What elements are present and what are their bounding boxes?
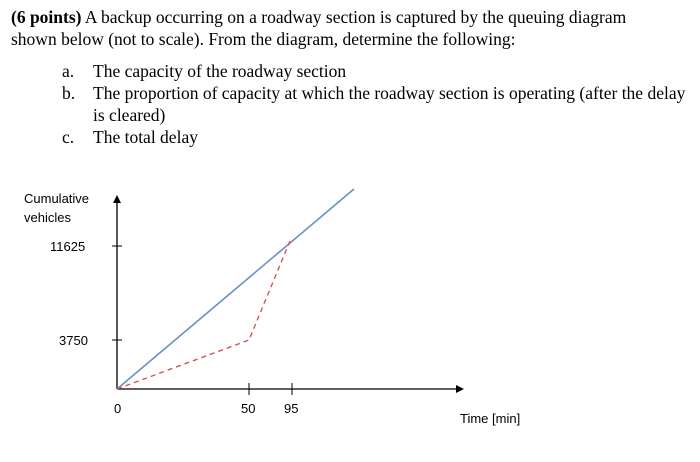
points-label: (6 points) — [11, 7, 82, 27]
part-c-text: The total delay — [93, 127, 198, 147]
part-b-text: The proportion of capacity at which the roadway section is operating (after the delay is cleared) — [93, 83, 686, 125]
x-tick-label-95: 95 — [284, 401, 299, 416]
part-b-letter: b. — [62, 83, 76, 103]
y-tick-label-3750: 3750 — [59, 333, 88, 348]
queuing-diagram — [0, 170, 700, 462]
queuing-diagram-svg — [0, 170, 700, 462]
arrival-curve — [117, 189, 354, 389]
intro-text-1: A backup occurring on a roadway section is captured by the queuing diagram — [81, 7, 627, 27]
x-tick-label-50: 50 — [241, 401, 256, 416]
question-intro — [11, 6, 691, 50]
part-a — [62, 60, 692, 82]
part-c-letter: c. — [62, 127, 75, 147]
question-parts — [62, 60, 692, 148]
x-tick-label-0: 0 — [114, 401, 122, 416]
y-tick-label-11625: 11625 — [50, 239, 86, 254]
x-axis-label: Time [min] — [460, 411, 521, 426]
y-axis-label-line1: Cumulative — [24, 191, 90, 206]
part-c — [62, 126, 692, 148]
part-a-letter: a. — [62, 61, 75, 81]
y-axis-label — [24, 189, 89, 227]
intro-line-2: shown below (not to scale). From the diagram, determine the following: — [11, 29, 516, 49]
part-a-text: The capacity of the roadway section — [93, 61, 347, 81]
part-b — [62, 82, 692, 126]
intro-line-1 — [11, 6, 691, 28]
y-axis-label-line2: vehicles — [24, 210, 71, 225]
